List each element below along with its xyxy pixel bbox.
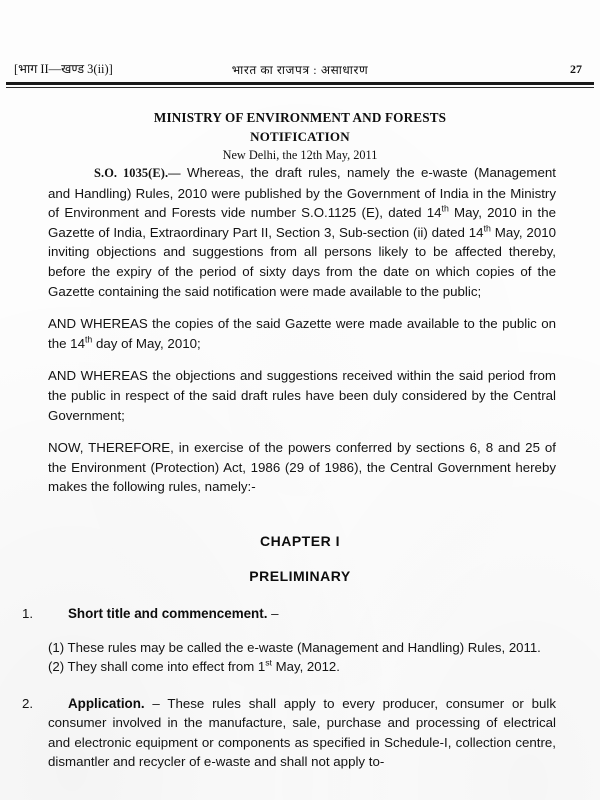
rule-2-title: Application. [68, 695, 145, 711]
ordinal-suffix-th-2: th [483, 223, 491, 234]
place-and-date: New Delhi, the 12th May, 2011 [222, 148, 378, 162]
paragraph-whereas-draft-rules [48, 163, 556, 301]
notification-title: NOTIFICATION [250, 129, 350, 144]
header-part-section-label: [भाग II—खण्ड 3(ii)] [14, 62, 113, 76]
chapter-heading: CHAPTER I [260, 533, 340, 549]
rule-1-subitems [22, 638, 556, 676]
rule-1-subitem-2 [48, 657, 556, 676]
rule-1-dash: – [267, 606, 279, 621]
paragraph-2-text-a: AND WHEREAS the copies of the said Gazette were made available to the public on the 14 [48, 316, 556, 351]
rule-1-heading-line [22, 604, 556, 624]
rule-2-number: 2. [22, 695, 34, 711]
statutory-order-number: S.O. 1035(E).— [94, 166, 181, 180]
rules-list [22, 604, 556, 784]
paragraph-and-whereas-copies [48, 314, 556, 353]
paragraph-and-whereas-objections: AND WHEREAS the objections and suggestions received within the said period from the public in respect of the said draft rules have been duly considered by the Central Government; [48, 368, 556, 423]
page-number: 27 [570, 62, 582, 76]
rule-item-2 [22, 694, 556, 772]
body-text-area [48, 163, 556, 510]
paragraph-1-text-c: May, 2010 inviting objections and suggestions from all persons likely to be affected thereby, before the expiry of the period of sixty days from the date on which copies of the Gazette containing the said notification were made available to the public; [48, 224, 556, 299]
rule-1-subitem-2-text-b: May, 2012. [271, 658, 340, 674]
ordinal-suffix-st: st [265, 657, 272, 668]
paragraph-1-text-b: May, 2010 in the Gazette of India, Extraordinary Part II, Section 3, Sub-section (ii) dated 14 [48, 205, 557, 240]
rule-2-text: – These rules shall apply to every producer, consumer or bulk consumer involved in the manufacture, sale, purchase and processing of electrical and electronic equipment or components as specified in Schedule-I, collection centre, dismantler and recycler of e-waste and shall not apply to- [48, 695, 556, 770]
paragraph-now-therefore: NOW, THEREFORE, in exercise of the powers conferred by sections 6, 8 and 25 of the Environment (Protection) Act, 1986 (29 of 1986), the Central Government hereby makes the following rules, namely:- [48, 440, 556, 495]
rule-1-subitem-2-text-a: (2) They shall come into effect from 1 [48, 658, 266, 674]
header-gazette-title: भारत का राजपत्र : असाधारण [231, 63, 369, 77]
ordinal-suffix-th-3: th [84, 334, 93, 345]
rule-1-number: 1. [22, 606, 34, 621]
header-rule-thin [6, 87, 594, 88]
paragraph-1-text-a: Whereas, the draft rules, namely the e-waste (Management and Handling) Rules, 2010 were published by the Government of India in the Ministry of Environment and Forests vide number S.O.1125 (E), dated 14 [48, 165, 556, 221]
rule-2-paragraph [22, 694, 556, 772]
ministry-title: MINISTRY OF ENVIRONMENT AND FORESTS [153, 110, 447, 125]
rule-1-subitem-1: (1) These rules may be called the e-waste (Management and Handling) Rules, 2011. [48, 639, 541, 655]
rule-item-1 [22, 604, 556, 676]
paragraph-2-text-b: day of May, 2010; [92, 335, 201, 351]
running-header [8, 60, 592, 78]
ordinal-suffix-th-1: th [441, 203, 449, 214]
chapter-subheading: PRELIMINARY [249, 568, 351, 584]
rule-1-title: Short title and commencement. [68, 606, 268, 621]
header-rule-thick [6, 82, 594, 85]
